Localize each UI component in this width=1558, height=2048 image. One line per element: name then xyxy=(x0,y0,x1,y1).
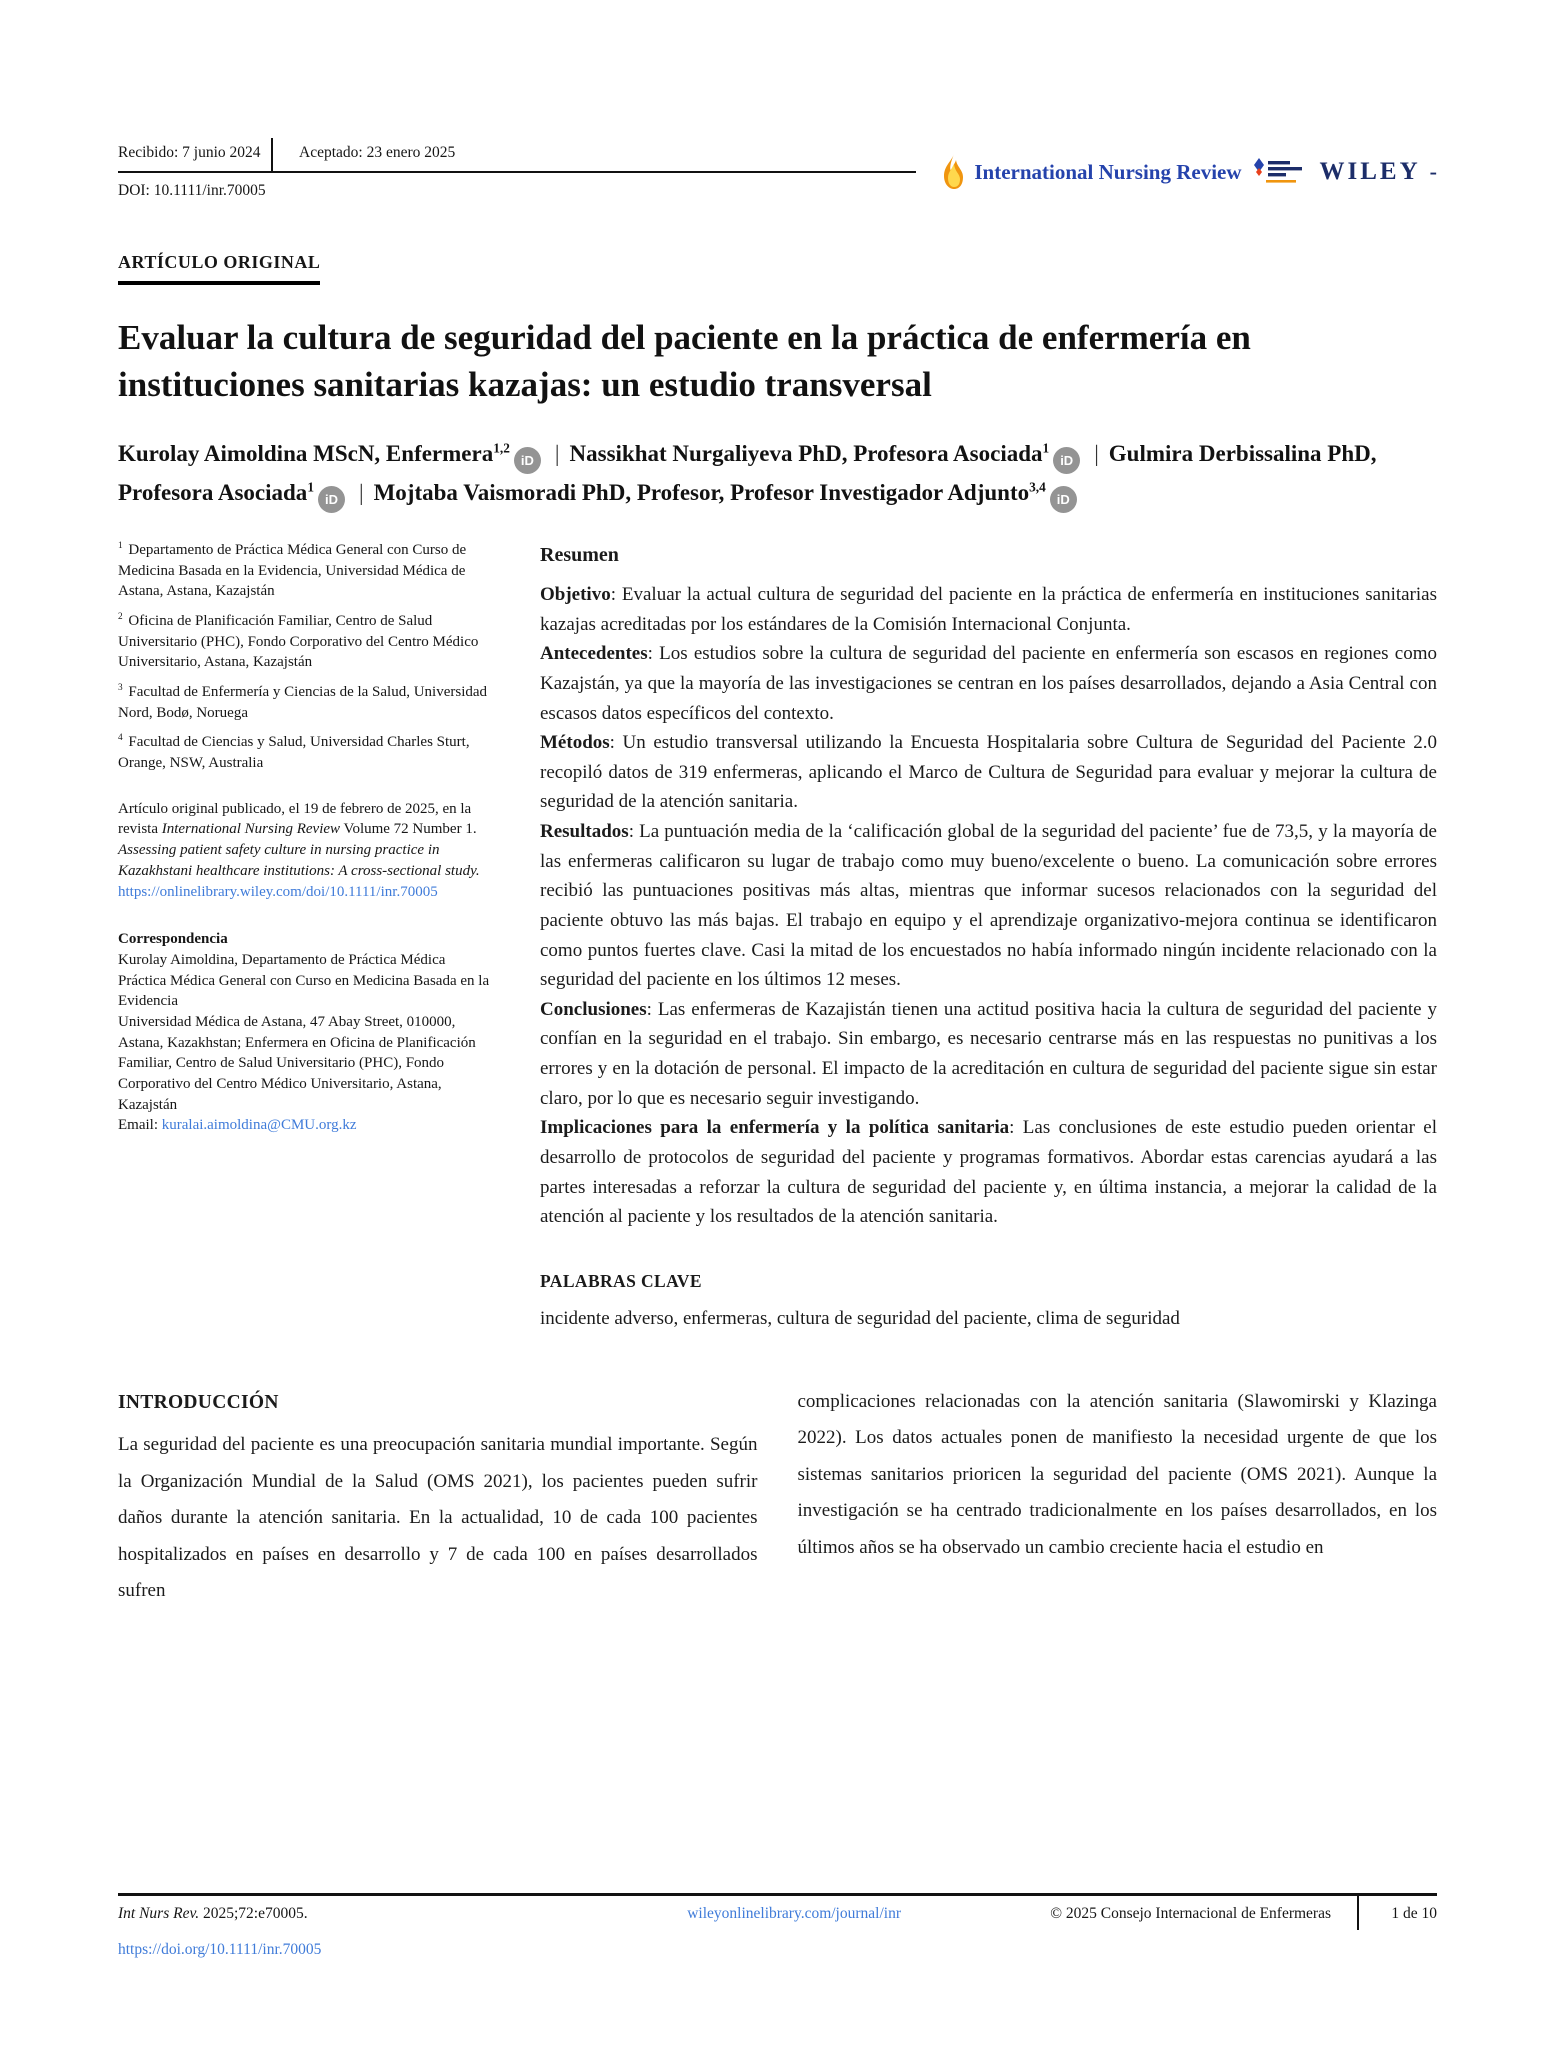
author-affiliation-sup: 1,2 xyxy=(493,440,510,456)
footer-citation-text: 2025;72:e70005. xyxy=(199,1905,308,1922)
received-accepted-bar xyxy=(118,138,916,173)
abstract-section-label: Objetivo xyxy=(540,584,611,606)
abstract-paragraph: Resultados: La puntuación media de la ‘calificación global de la seguridad del paciente’ fue de 73,5, y la mayoría de las enfermeras calificaron su lugar de trabajo como muy bueno/excelente o bueno. La comunicación sobre errores recibió las puntuaciones positivas más altas, mientras que informar sucesos relacionados con la seguridad del paciente obtuvo las más bajas. El trabajo en equipo y el aprendizaje organizativo-mejora continua se identificaron como puntos fuertes clave. Casi la mitad de los encuestados no había informado ningún incidente relacionado con la seguridad del paciente en los últimos 12 meses. xyxy=(540,821,1437,991)
page-footer xyxy=(118,1893,1437,1959)
footer-copyright: © 2025 Consejo Internacional de Enfermeras xyxy=(1050,1905,1331,1922)
correspondence-line: Kurolay Aimoldina, Departamento de Práctica Médica xyxy=(118,951,446,968)
wiley-logo: WILEY xyxy=(1319,158,1421,185)
article-doi-link[interactable]: https://onlinelibrary.wiley.com/doi/10.1111/inr.70005 xyxy=(118,884,438,901)
correspondence-line: Práctica Médica General con Curso en Medicina Basada en la Evidencia xyxy=(118,972,490,1010)
correspondence-email-line xyxy=(118,1115,503,1136)
email-label: Email: xyxy=(118,1117,162,1134)
orcid-icon[interactable]: iD xyxy=(318,486,345,513)
keywords-heading: PALABRAS CLAVE xyxy=(540,1270,702,1291)
article-type-label: ARTÍCULO ORIGINAL xyxy=(118,252,320,285)
author-name: Gulmira Derbissalina PhD, Profesora Asociada xyxy=(118,440,1377,505)
doi-line: DOI: 10.1111/inr.70005 xyxy=(118,182,266,199)
article-sidebar xyxy=(118,540,503,1334)
keywords-block xyxy=(540,1268,1437,1334)
author-affiliation-sup: 1 xyxy=(307,479,314,495)
affiliation-item: $^3$ Facultad de Enfermería y Ciencias de la Salud, Universidad Nord, Bodø, Noruega xyxy=(118,682,488,721)
abstract-section xyxy=(540,540,1437,1334)
publication-note xyxy=(118,799,503,903)
correspondence-block xyxy=(118,929,503,1136)
author-name: Nassikhat Nurgaliyeva PhD, Profesora Asociada xyxy=(569,440,1043,466)
article-title: Evaluar la cultura de seguridad del paciente en la práctica de enfermería en instituciones sanitarias kazajas: un estudio transversal xyxy=(118,318,1251,404)
keywords-text: incidente adverso, enfermeras, cultura de seguridad del paciente, clima de seguridad xyxy=(540,1308,1180,1330)
journal-branding xyxy=(916,154,1437,190)
affiliation-number: 4 xyxy=(118,733,123,744)
pub-note-text: International Nursing Review xyxy=(161,821,341,838)
correspondence-heading: Correspondencia xyxy=(118,931,228,948)
journal-name: International Nursing Review xyxy=(974,159,1242,184)
received-date: Recibido: 7 junio 2024 xyxy=(118,144,261,161)
orcid-icon[interactable]: iD xyxy=(514,447,541,474)
author-affiliation-sup: 1 xyxy=(1042,440,1050,456)
abstract-section-label: Antecedentes xyxy=(540,643,648,665)
authors-line xyxy=(118,435,1437,513)
abstract-paragraph: Objetivo: Evaluar la actual cultura de seguridad del paciente en la práctica de enfermería en instituciones sanitarias kazajas acreditadas por los estándares de la Comisión Internacional Conjunta. xyxy=(540,584,1437,635)
abstract-heading: Resumen xyxy=(540,543,619,566)
orcid-icon[interactable]: iD xyxy=(1053,447,1080,474)
author-separator: | xyxy=(554,440,560,466)
author-separator: | xyxy=(1094,440,1099,466)
footer-citation xyxy=(118,1896,538,1930)
footer-journal-abbrev: Int Nurs Rev. xyxy=(118,1905,200,1922)
affiliation-item: $^2$ Oficina de Planificación Familiar, Centro de Salud Universitario (PHC), Fondo Corporativo del Centro Médico Universitario, Astana, Kazajstán xyxy=(118,611,479,671)
wiley-dash: - xyxy=(1429,159,1437,184)
introduction-column-left xyxy=(118,1384,758,1610)
footer-page-number: 1 de 10 xyxy=(1357,1896,1437,1930)
introduction-column-right xyxy=(798,1384,1438,1610)
affiliations-block xyxy=(118,540,503,774)
abstract-paragraph: Implicaciones para la enfermería y la política sanitaria: Las conclusiones de este estudio pueden orientar el desarrollo de protocolos de seguridad del paciente y programas formativos. Abordar estas carencias ayudará a las partes interesadas a reforzar la cultura de seguridad del paciente y, en última instancia, a mejorar la calidad de la atención al paciente y los resultados de la atención sanitaria. xyxy=(540,1117,1437,1228)
correspondence-line: Universidad Médica de Astana, 47 Abay Street, 010000, Astana, Kazakhstan; Enfermera en Oficina de Planificación Familiar, Centro de Salud Universitario (PHC), Fondo Corporativo del Centro Médico Universitario, Astana, Kazajstán xyxy=(118,1013,476,1113)
orcid-icon[interactable]: iD xyxy=(1050,486,1077,513)
abstract-paragraph: Antecedentes: Los estudios sobre la cultura de seguridad del paciente en enfermería son escasos en regiones como Kazajstán, ya que la mayoría de las investigaciones se centran en los países desarrollados, dejando a Asia Central con escasos datos específicos del contexto. xyxy=(540,643,1437,724)
page-header xyxy=(118,138,1437,185)
affiliation-number: 2 xyxy=(118,611,123,622)
pub-note-text: Artículo original publicado, el 19 de febrero de 2025, en la revista xyxy=(118,800,472,838)
abstract-paragraph: Conclusiones: Las enfermeras de Kazajistán tienen una actitud positiva hacia la cultura de seguridad del paciente y confían en la seguridad en el trabajo. Sin embargo, es necesario centrarse más en las respuestas no punitivas a los errores y en la dotación de personal. El impacto de la acreditación en cultura de seguridad del paciente sigue sin estar claro, por lo que es necesario seguir investigando. xyxy=(540,998,1437,1109)
icn-logo-icon xyxy=(1251,155,1311,189)
introduction-paragraph-right: complicaciones relacionadas con la atención sanitaria (Slawomirski y Klazinga 2022). Los datos actuales ponen de manifiesto la necesidad urgente de que los sistemas sanitarios prioricen la seguridad del paciente (OMS 2021). Aunque la investigación se ha centrado tradicionalmente en los países desarrollados, en los últimos años se ha observado un cambio creciente hacia el estudio en xyxy=(797,1390,1437,1558)
abstract-paragraph: Métodos: Un estudio transversal utilizando la Encuesta Hospitalaria sobre Cultura de Seguridad del Paciente 2.0 recopiló datos de 319 enfermeras, aplicando el Marco de Cultura de Seguridad para evaluar y mejorar la cultura de seguridad de la atención sanitaria. xyxy=(540,732,1437,813)
pub-note-text: Volume 72 Number 1. xyxy=(340,821,477,838)
affiliation-item: $^1$ Departamento de Práctica Médica General con Curso de Medicina Basada en la Evidencia, Universidad Médica de Astana, Astana, Kazajstán xyxy=(118,540,467,600)
affiliation-item: $^4$ Facultad de Ciencias y Salud, Universidad Charles Sturt, Orange, NSW, Australia xyxy=(118,733,470,772)
abstract-section-label: Resultados xyxy=(540,821,629,843)
introduction-section xyxy=(118,1384,1437,1610)
author-affiliation-sup: 3,4 xyxy=(1029,479,1046,495)
footer-doi-link[interactable]: https://doi.org/10.1111/inr.70005 xyxy=(118,1941,322,1958)
abstract-section-label: Conclusiones xyxy=(540,998,647,1020)
flame-icon xyxy=(942,154,965,190)
abstract-section-label: Implicaciones para la enfermería y la política sanitaria xyxy=(540,1117,1010,1139)
author-name: Kurolay Aimoldina MScN, Enfermera xyxy=(118,440,494,466)
affiliation-number: 1 xyxy=(118,540,123,551)
introduction-paragraph-left: La seguridad del paciente es una preocupación sanitaria mundial importante. Según la Organización Mundial de la Salud (OMS 2021), los pacientes pueden sufrir daños durante la atención sanitaria. En la actualidad, 10 de cada 100 pacientes hospitalizados en países en desarrollo y 7 de cada 100 en países desarrollados sufren xyxy=(118,1434,758,1602)
affiliation-number: 3 xyxy=(118,682,123,693)
author-name: Mojtaba Vaismoradi PhD, Profesor, Profesor Investigador Adjunto xyxy=(373,479,1030,505)
introduction-heading: INTRODUCCIÓN xyxy=(118,1391,279,1413)
accepted-date: Aceptado: 23 enero 2025 xyxy=(299,144,456,161)
abstract-section-label: Métodos xyxy=(540,732,610,754)
dates-divider xyxy=(271,138,273,171)
email-link[interactable]: kuralai.aimoldina@CMU.org.kz xyxy=(161,1117,357,1134)
footer-journal-link[interactable]: wileyonlinelibrary.com/journal/inr xyxy=(687,1905,901,1922)
pub-note-text: Assessing patient safety culture in nursing practice in Kazakhstani healthcare institutions: A cross-sectional study. xyxy=(118,842,480,879)
author-separator: | xyxy=(358,479,364,505)
